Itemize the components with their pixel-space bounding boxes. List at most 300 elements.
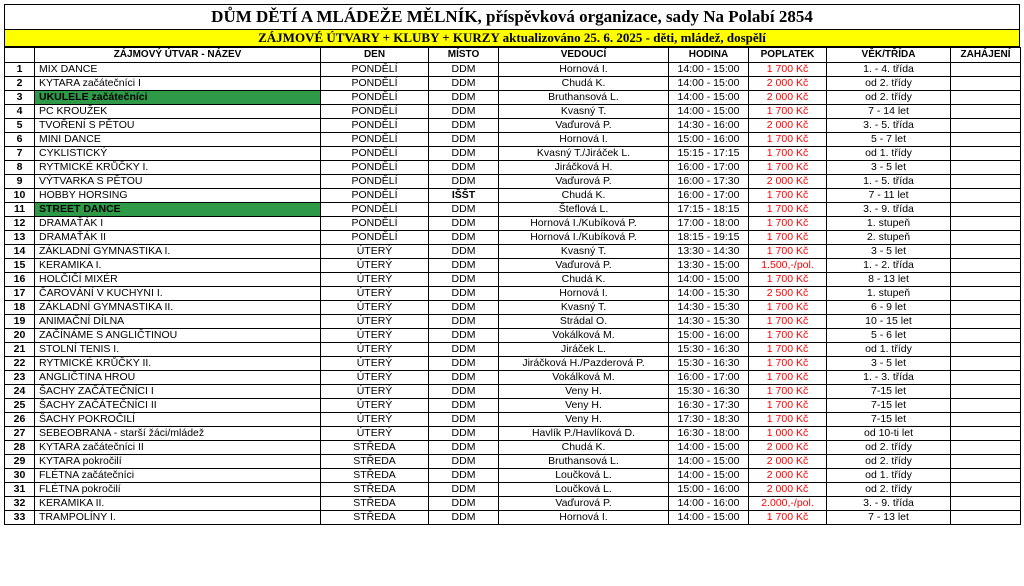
age-cell: 1. - 4. třída (827, 63, 951, 77)
start-cell (951, 175, 1021, 189)
activity-name: ZÁKLADNÍ GYMNASTIKA I. (35, 245, 321, 259)
day-cell: PONDĚLÍ (321, 161, 429, 175)
start-cell (951, 357, 1021, 371)
leader-cell: Hornová I. (499, 287, 669, 301)
activity-name: DRAMAŤÁK II (35, 231, 321, 245)
day-cell: ÚTERÝ (321, 399, 429, 413)
day-cell: PONDĚLÍ (321, 175, 429, 189)
place-cell: DDM (429, 287, 499, 301)
row-number: 26 (5, 413, 35, 427)
day-cell: PONDĚLÍ (321, 119, 429, 133)
start-cell (951, 329, 1021, 343)
row-number: 16 (5, 273, 35, 287)
day-cell: ÚTERÝ (321, 315, 429, 329)
col-header-leader: VEDOUCÍ (499, 48, 669, 63)
activity-name: FLÉTNA pokročilí (35, 483, 321, 497)
fee-cell: 1 700 Kč (749, 511, 827, 525)
fee-cell: 1 700 Kč (749, 133, 827, 147)
table-row (5, 497, 1021, 511)
day-cell: ÚTERÝ (321, 343, 429, 357)
fee-cell: 1 700 Kč (749, 315, 827, 329)
start-cell (951, 315, 1021, 329)
start-cell (951, 119, 1021, 133)
row-number: 28 (5, 441, 35, 455)
fee-cell: 1 700 Kč (749, 329, 827, 343)
age-cell: 7 - 14 let (827, 105, 951, 119)
row-number: 30 (5, 469, 35, 483)
row-number: 2 (5, 77, 35, 91)
row-number: 27 (5, 427, 35, 441)
place-cell: DDM (429, 357, 499, 371)
time-cell: 14:00 - 15:00 (669, 91, 749, 105)
place-cell: DDM (429, 273, 499, 287)
col-header-day: DEN (321, 48, 429, 63)
col-header-name: ZÁJMOVÝ ÚTVAR - NÁZEV (35, 48, 321, 63)
start-cell (951, 273, 1021, 287)
col-header-time: HODINA (669, 48, 749, 63)
day-cell: PONDĚLÍ (321, 203, 429, 217)
activity-name: ANIMAČNÍ DÍLNA (35, 315, 321, 329)
leader-cell: Kvasný T. (499, 301, 669, 315)
age-cell: 1. - 2. třída (827, 259, 951, 273)
day-cell: ÚTERÝ (321, 259, 429, 273)
day-cell: PONDĚLÍ (321, 77, 429, 91)
time-cell: 15:30 - 16:30 (669, 343, 749, 357)
start-cell (951, 147, 1021, 161)
time-cell: 16:00 - 17:00 (669, 189, 749, 203)
fee-cell: 1 700 Kč (749, 399, 827, 413)
time-cell: 17:15 - 18:15 (669, 203, 749, 217)
fee-cell: 2 000 Kč (749, 483, 827, 497)
time-cell: 14:30 - 15:30 (669, 301, 749, 315)
age-cell: od 2. třídy (827, 77, 951, 91)
table-row (5, 441, 1021, 455)
age-cell: 2. stupeň (827, 231, 951, 245)
time-cell: 16:30 - 18:00 (669, 427, 749, 441)
activity-name: HOBBY HORSING (35, 189, 321, 203)
place-cell: DDM (429, 259, 499, 273)
table-row (5, 91, 1021, 105)
time-cell: 14:00 - 15:00 (669, 63, 749, 77)
start-cell (951, 385, 1021, 399)
time-cell: 13:30 - 15:00 (669, 259, 749, 273)
table-row (5, 189, 1021, 203)
fee-cell: 1 700 Kč (749, 189, 827, 203)
row-number: 14 (5, 245, 35, 259)
leader-cell: Veny H. (499, 385, 669, 399)
activity-name: TVOŘENÍ S PĚTOU (35, 119, 321, 133)
activity-name: ŠACHY ZAČÁTEČNÍCI I (35, 385, 321, 399)
header-row (5, 48, 1021, 63)
time-cell: 14:00 - 15:00 (669, 105, 749, 119)
day-cell: ÚTERÝ (321, 287, 429, 301)
place-cell: IŠŠT (429, 189, 499, 203)
start-cell (951, 161, 1021, 175)
activity-name: MIX DANCE (35, 63, 321, 77)
fee-cell: 1 700 Kč (749, 147, 827, 161)
place-cell: DDM (429, 455, 499, 469)
leader-cell: Strádal O. (499, 315, 669, 329)
table-row (5, 343, 1021, 357)
age-cell: 10 - 15 let (827, 315, 951, 329)
place-cell: DDM (429, 413, 499, 427)
place-cell: DDM (429, 483, 499, 497)
place-cell: DDM (429, 63, 499, 77)
activity-name: VÝTVARKA S PĚTOU (35, 175, 321, 189)
start-cell (951, 483, 1021, 497)
activity-name: KERAMIKA II. (35, 497, 321, 511)
table-row (5, 259, 1021, 273)
fee-cell: 2 000 Kč (749, 469, 827, 483)
table-row (5, 357, 1021, 371)
time-cell: 17:30 - 18:30 (669, 413, 749, 427)
leader-cell: Veny H. (499, 399, 669, 413)
activity-name: RYTMICKÉ KRŮČKY I. (35, 161, 321, 175)
activity-name: KYTARA začátečníci II (35, 441, 321, 455)
start-cell (951, 63, 1021, 77)
start-cell (951, 203, 1021, 217)
table-row (5, 399, 1021, 413)
age-cell: od 1. třídy (827, 343, 951, 357)
leader-cell: Kvasný T. (499, 245, 669, 259)
row-number: 21 (5, 343, 35, 357)
activity-name: ČAROVÁNÍ V KUCHYNI I. (35, 287, 321, 301)
activity-name: DRAMAŤÁK I (35, 217, 321, 231)
day-cell: PONDĚLÍ (321, 133, 429, 147)
day-cell: PONDĚLÍ (321, 105, 429, 119)
place-cell: DDM (429, 231, 499, 245)
start-cell (951, 189, 1021, 203)
row-number: 4 (5, 105, 35, 119)
age-cell: 3. - 5. třída (827, 119, 951, 133)
time-cell: 14:00 - 15:30 (669, 287, 749, 301)
activity-name: ANGLIČTINA HROU (35, 371, 321, 385)
row-number: 3 (5, 91, 35, 105)
col-header-place: MÍSTO (429, 48, 499, 63)
leader-cell: Kvasný T. (499, 105, 669, 119)
table-row (5, 469, 1021, 483)
age-cell: 1. stupeň (827, 217, 951, 231)
place-cell: DDM (429, 91, 499, 105)
fee-cell: 1 700 Kč (749, 203, 827, 217)
start-cell (951, 245, 1021, 259)
fee-cell: 2 000 Kč (749, 441, 827, 455)
age-cell: 5 - 6 let (827, 329, 951, 343)
day-cell: PONDĚLÍ (321, 91, 429, 105)
place-cell: DDM (429, 105, 499, 119)
table-row (5, 273, 1021, 287)
day-cell: PONDĚLÍ (321, 217, 429, 231)
place-cell: DDM (429, 469, 499, 483)
activity-name: ŠACHY ZAČÁTEČNÍCI II (35, 399, 321, 413)
time-cell: 16:00 - 17:30 (669, 175, 749, 189)
table-row (5, 455, 1021, 469)
fee-cell: 2 000 Kč (749, 119, 827, 133)
start-cell (951, 469, 1021, 483)
start-cell (951, 301, 1021, 315)
start-cell (951, 371, 1021, 385)
time-cell: 15:00 - 16:00 (669, 329, 749, 343)
place-cell: DDM (429, 245, 499, 259)
fee-cell: 1 700 Kč (749, 245, 827, 259)
day-cell: STŘEDA (321, 455, 429, 469)
day-cell: STŘEDA (321, 441, 429, 455)
leader-cell: Jiráčková H./Pazderová P. (499, 357, 669, 371)
table-row (5, 427, 1021, 441)
age-cell: 7-15 let (827, 385, 951, 399)
time-cell: 15:00 - 16:00 (669, 483, 749, 497)
place-cell: DDM (429, 147, 499, 161)
day-cell: PONDĚLÍ (321, 231, 429, 245)
table-row (5, 133, 1021, 147)
place-cell: DDM (429, 511, 499, 525)
activity-name: ŠACHY POKROČILÍ (35, 413, 321, 427)
place-cell: DDM (429, 203, 499, 217)
time-cell: 14:30 - 16:00 (669, 119, 749, 133)
fee-cell: 1 700 Kč (749, 63, 827, 77)
activity-name: RYTMICKÉ KRŮČKY II. (35, 357, 321, 371)
fee-cell: 2 000 Kč (749, 77, 827, 91)
place-cell: DDM (429, 217, 499, 231)
place-cell: DDM (429, 175, 499, 189)
age-cell: 1. - 5. třída (827, 175, 951, 189)
activity-name: SEBEOBRANA - starší žáci/mládež (35, 427, 321, 441)
leader-cell: Bruthansová L. (499, 455, 669, 469)
day-cell: STŘEDA (321, 511, 429, 525)
time-cell: 15:00 - 16:00 (669, 133, 749, 147)
leader-cell: Hornová I. (499, 63, 669, 77)
start-cell (951, 259, 1021, 273)
row-number: 32 (5, 497, 35, 511)
place-cell: DDM (429, 399, 499, 413)
row-number: 22 (5, 357, 35, 371)
row-number: 13 (5, 231, 35, 245)
start-cell (951, 91, 1021, 105)
activity-name: TRAMPOLÍNY I. (35, 511, 321, 525)
row-number: 31 (5, 483, 35, 497)
place-cell: DDM (429, 385, 499, 399)
table-row (5, 511, 1021, 525)
table-row (5, 147, 1021, 161)
leader-cell: Jiráčková H. (499, 161, 669, 175)
activity-name: ZAČÍNÁME S ANGLIČTINOU (35, 329, 321, 343)
fee-cell: 2 000 Kč (749, 175, 827, 189)
start-cell (951, 441, 1021, 455)
table-row (5, 119, 1021, 133)
start-cell (951, 497, 1021, 511)
table-row (5, 63, 1021, 77)
time-cell: 14:30 - 15:30 (669, 315, 749, 329)
fee-cell: 1 700 Kč (749, 301, 827, 315)
table-row (5, 77, 1021, 91)
time-cell: 18:15 - 19:15 (669, 231, 749, 245)
row-number: 9 (5, 175, 35, 189)
table-row (5, 371, 1021, 385)
age-cell: 7-15 let (827, 413, 951, 427)
row-number: 11 (5, 203, 35, 217)
place-cell: DDM (429, 427, 499, 441)
activity-name: MINI DANCE (35, 133, 321, 147)
age-cell: 7-15 let (827, 399, 951, 413)
leader-cell: Veny H. (499, 413, 669, 427)
activity-name: KYTARA pokročilí (35, 455, 321, 469)
fee-cell: 1 700 Kč (749, 105, 827, 119)
row-number: 24 (5, 385, 35, 399)
place-cell: DDM (429, 161, 499, 175)
time-cell: 15:15 - 17:15 (669, 147, 749, 161)
place-cell: DDM (429, 77, 499, 91)
fee-cell: 1 700 Kč (749, 413, 827, 427)
schedule-sheet (4, 4, 1020, 525)
col-header-age: VĚK/TŘÍDA (827, 48, 951, 63)
day-cell: PONDĚLÍ (321, 63, 429, 77)
fee-cell: 1 700 Kč (749, 357, 827, 371)
leader-cell: Hornová I. (499, 133, 669, 147)
fee-cell: 2 000 Kč (749, 91, 827, 105)
leader-cell: Vaďurová P. (499, 119, 669, 133)
table-row (5, 231, 1021, 245)
col-header-number (5, 48, 35, 63)
place-cell: DDM (429, 133, 499, 147)
document-subtitle: ZÁJMOVÉ ÚTVARY + KLUBY + KURZY aktualizováno 25. 6. 2025 - děti, mládež, dospělí (4, 29, 1020, 47)
start-cell (951, 231, 1021, 245)
age-cell: 8 - 13 let (827, 273, 951, 287)
leader-cell: Loučková L. (499, 469, 669, 483)
place-cell: DDM (429, 371, 499, 385)
leader-cell: Šteflová L. (499, 203, 669, 217)
activity-name: STREET DANCE (35, 203, 321, 217)
fee-cell: 1 700 Kč (749, 385, 827, 399)
fee-cell: 2.000,-/pol. (749, 497, 827, 511)
row-number: 20 (5, 329, 35, 343)
start-cell (951, 455, 1021, 469)
start-cell (951, 287, 1021, 301)
start-cell (951, 511, 1021, 525)
activity-name: KERAMIKA I. (35, 259, 321, 273)
place-cell: DDM (429, 329, 499, 343)
row-number: 29 (5, 455, 35, 469)
fee-cell: 1 700 Kč (749, 231, 827, 245)
table-row (5, 301, 1021, 315)
fee-cell: 1 700 Kč (749, 273, 827, 287)
age-cell: od 10-ti let (827, 427, 951, 441)
age-cell: 6 - 9 let (827, 301, 951, 315)
time-cell: 14:00 - 15:00 (669, 273, 749, 287)
row-number: 1 (5, 63, 35, 77)
age-cell: od 1. třídy (827, 469, 951, 483)
age-cell: 3 - 5 let (827, 245, 951, 259)
day-cell: PONDĚLÍ (321, 147, 429, 161)
day-cell: STŘEDA (321, 497, 429, 511)
day-cell: STŘEDA (321, 483, 429, 497)
age-cell: 7 - 13 let (827, 511, 951, 525)
place-cell: DDM (429, 497, 499, 511)
row-number: 18 (5, 301, 35, 315)
table-row (5, 315, 1021, 329)
leader-cell: Hornová I. (499, 511, 669, 525)
fee-cell: 1 000 Kč (749, 427, 827, 441)
activity-name: FLÉTNA začátečníci (35, 469, 321, 483)
table-row (5, 217, 1021, 231)
activity-name: ZÁKLADNÍ GYMNASTIKA II. (35, 301, 321, 315)
row-number: 5 (5, 119, 35, 133)
leader-cell: Vokálková M. (499, 371, 669, 385)
age-cell: od 2. třídy (827, 91, 951, 105)
place-cell: DDM (429, 301, 499, 315)
table-row (5, 385, 1021, 399)
day-cell: ÚTERÝ (321, 329, 429, 343)
day-cell: ÚTERÝ (321, 385, 429, 399)
place-cell: DDM (429, 343, 499, 357)
row-number: 7 (5, 147, 35, 161)
time-cell: 13:30 - 14:30 (669, 245, 749, 259)
time-cell: 14:00 - 15:00 (669, 511, 749, 525)
age-cell: 5 - 7 let (827, 133, 951, 147)
age-cell: 7 - 11 let (827, 189, 951, 203)
row-number: 10 (5, 189, 35, 203)
leader-cell: Vaďurová P. (499, 497, 669, 511)
day-cell: ÚTERÝ (321, 371, 429, 385)
table-row (5, 175, 1021, 189)
leader-cell: Havlík P./Havlíková D. (499, 427, 669, 441)
table-row (5, 105, 1021, 119)
leader-cell: Vaďurová P. (499, 175, 669, 189)
age-cell: 3. - 9. třída (827, 497, 951, 511)
fee-cell: 2 000 Kč (749, 455, 827, 469)
day-cell: ÚTERÝ (321, 245, 429, 259)
age-cell: od 1. třídy (827, 147, 951, 161)
row-number: 15 (5, 259, 35, 273)
time-cell: 15:30 - 16:30 (669, 385, 749, 399)
day-cell: ÚTERÝ (321, 427, 429, 441)
leader-cell: Jiráček L. (499, 343, 669, 357)
schedule-table (4, 47, 1021, 525)
leader-cell: Vaďurová P. (499, 259, 669, 273)
age-cell: od 2. třídy (827, 455, 951, 469)
leader-cell: Hornová I./Kubíková P. (499, 231, 669, 245)
place-cell: DDM (429, 119, 499, 133)
start-cell (951, 399, 1021, 413)
day-cell: STŘEDA (321, 469, 429, 483)
row-number: 25 (5, 399, 35, 413)
start-cell (951, 217, 1021, 231)
leader-cell: Bruthansová L. (499, 91, 669, 105)
start-cell (951, 413, 1021, 427)
time-cell: 16:00 - 17:00 (669, 371, 749, 385)
age-cell: 1. - 3. třída (827, 371, 951, 385)
day-cell: ÚTERÝ (321, 413, 429, 427)
leader-cell: Chudá K. (499, 273, 669, 287)
age-cell: 1. stupeň (827, 287, 951, 301)
row-number: 19 (5, 315, 35, 329)
table-row (5, 483, 1021, 497)
fee-cell: 1 700 Kč (749, 343, 827, 357)
table-row (5, 161, 1021, 175)
age-cell: od 2. třídy (827, 483, 951, 497)
time-cell: 16:00 - 17:00 (669, 161, 749, 175)
leader-cell: Chudá K. (499, 189, 669, 203)
leader-cell: Vokálková M. (499, 329, 669, 343)
day-cell: PONDĚLÍ (321, 189, 429, 203)
day-cell: ÚTERÝ (321, 273, 429, 287)
fee-cell: 1 700 Kč (749, 371, 827, 385)
row-number: 33 (5, 511, 35, 525)
start-cell (951, 77, 1021, 91)
age-cell: od 2. třídy (827, 441, 951, 455)
activity-name: HOLČIČÍ MIXÉR (35, 273, 321, 287)
table-row (5, 329, 1021, 343)
leader-cell: Hornová I./Kubíková P. (499, 217, 669, 231)
